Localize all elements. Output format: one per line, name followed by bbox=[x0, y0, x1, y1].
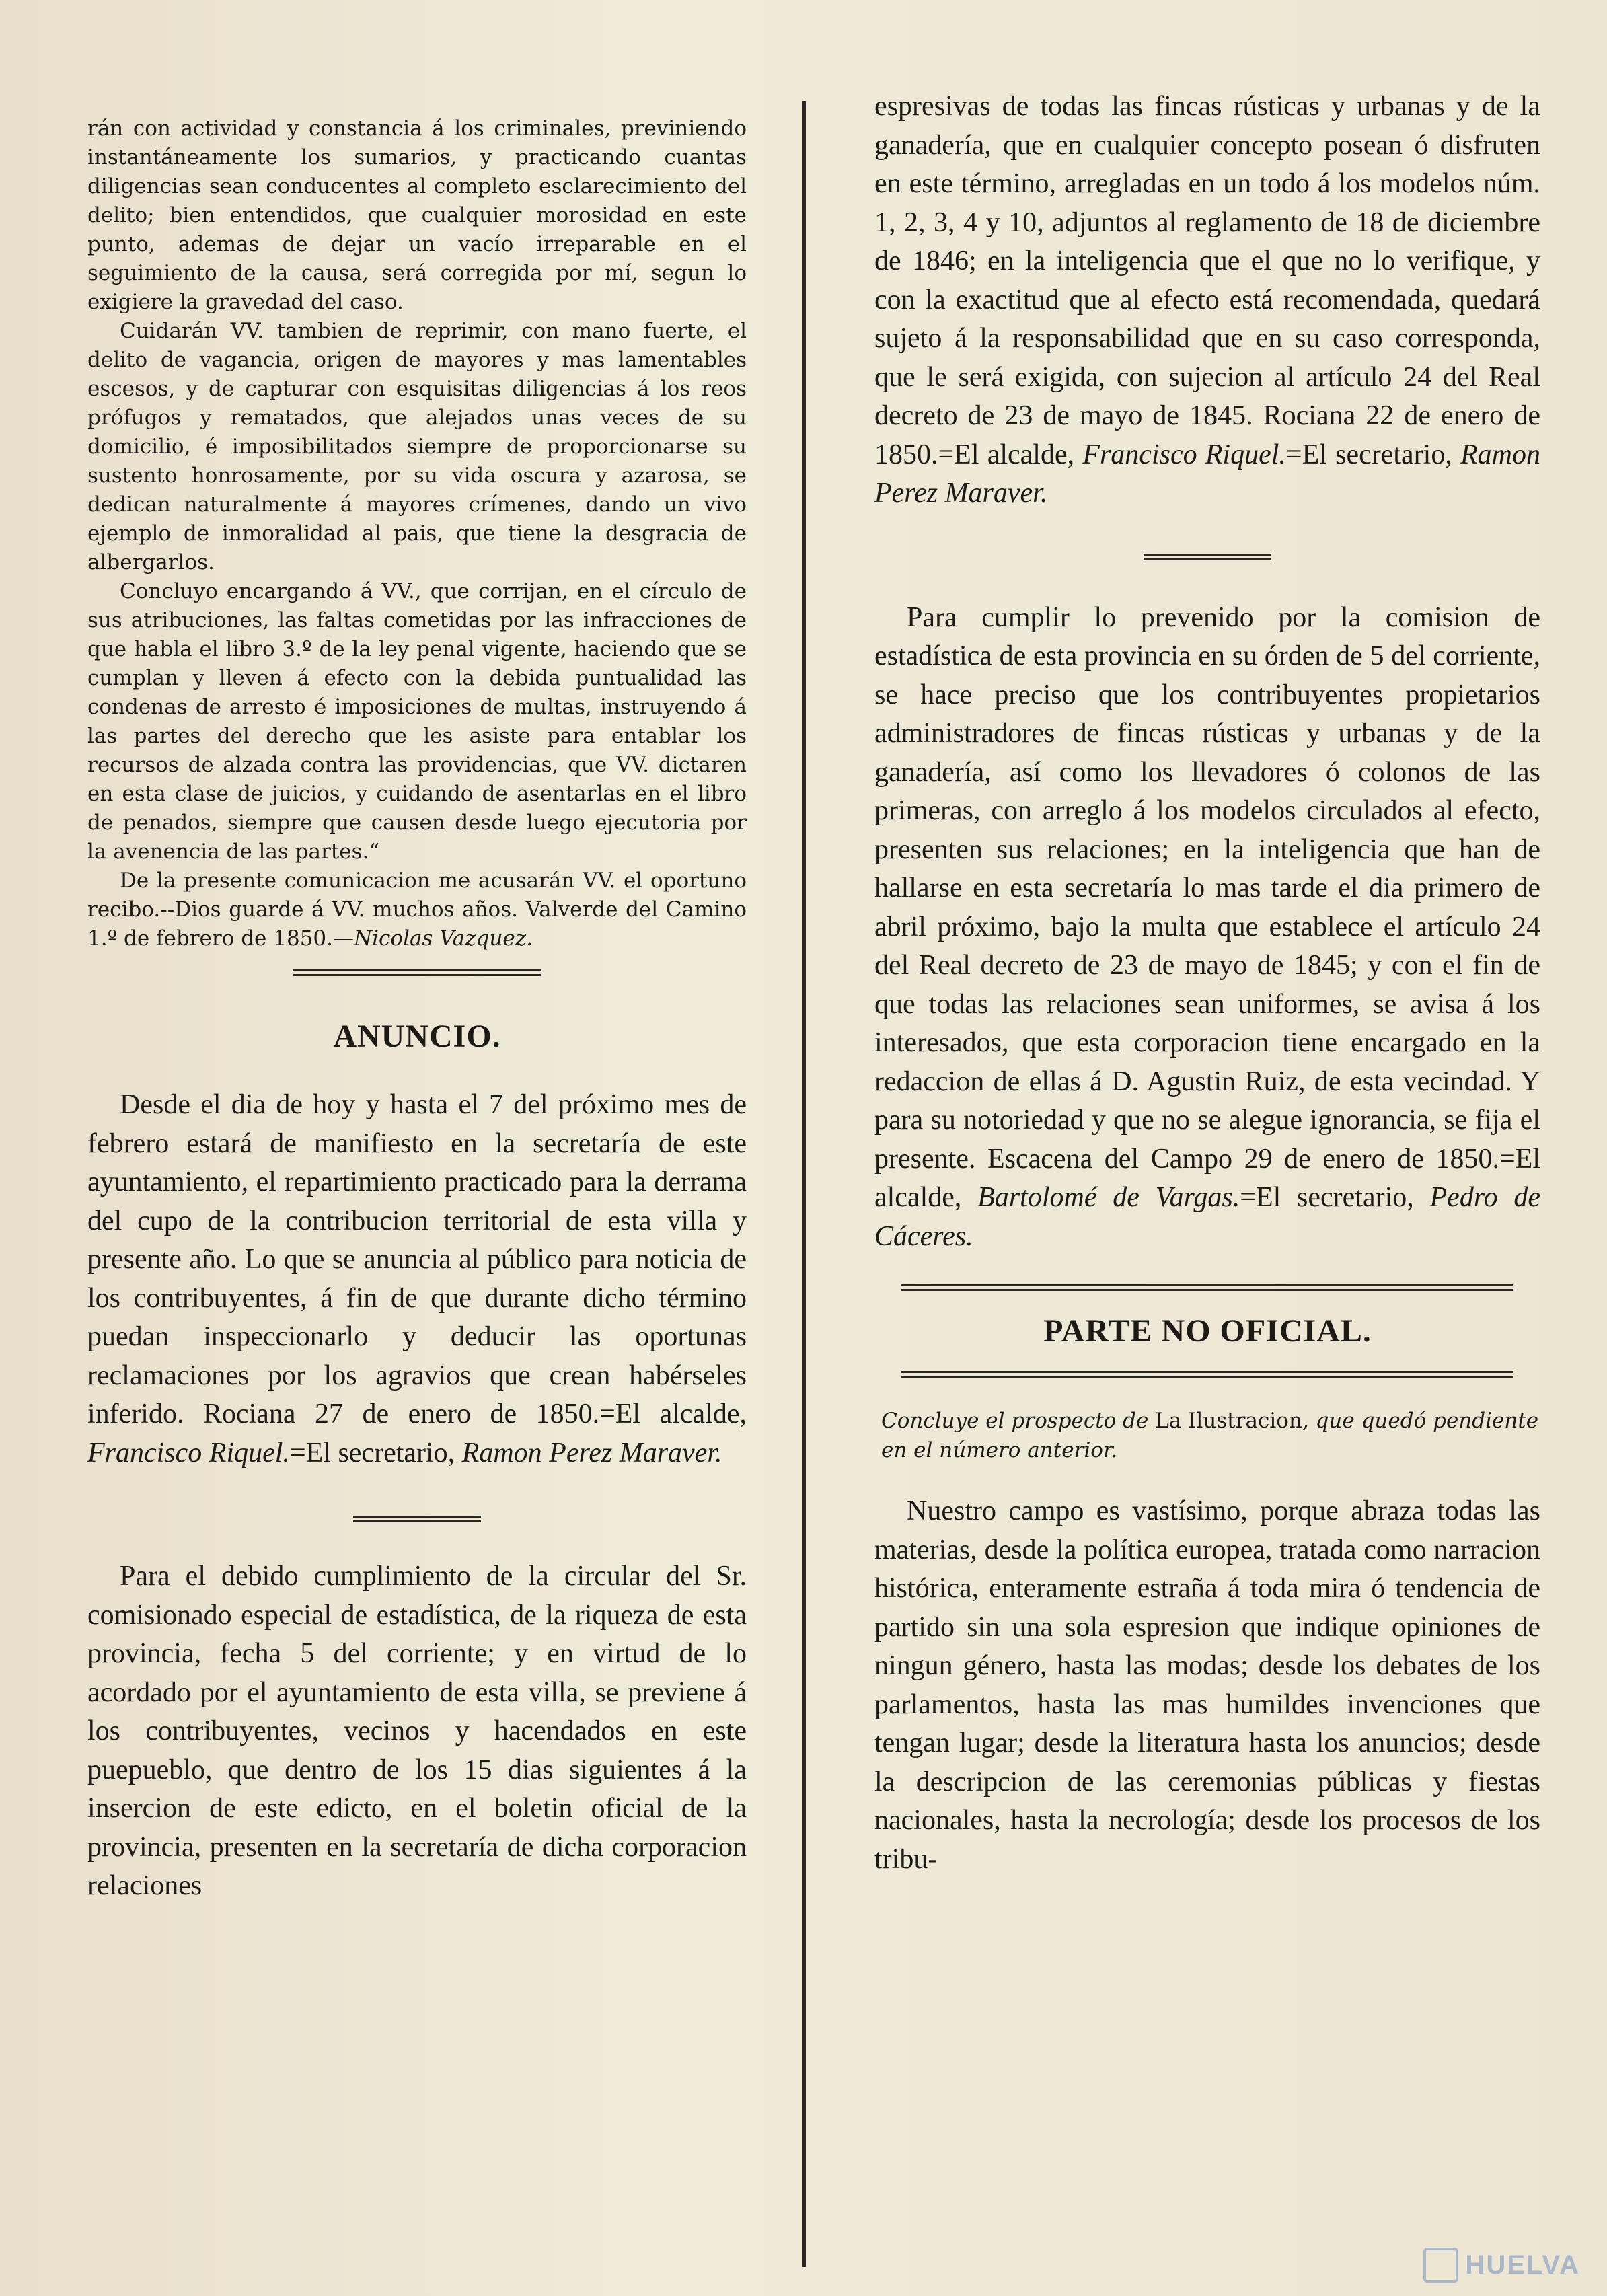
anuncio-secretario: =El secretario, bbox=[289, 1437, 455, 1469]
paragraph-circular: Para el debido cumplimiento de la circular del Sr. comisionado especial de estadística, de la riqueza de esta provincia, fecha 5 del corriente; y en virtud de lo acordado por el ayuntamiento de esta villa, se previene á los contribuyentes, vecinos y hacendados en este puepueblo, que dentro de los 15 dias siguientes á la insercion de este edicto, en el boletin oficial de la provincia, presenten en la secretaría de dicha corporacion relaciones bbox=[87, 1561, 747, 1901]
subhead-part-a: Concluye el prospecto de bbox=[881, 1409, 1149, 1433]
anuncio-text: Desde el dia de hoy y hasta el 7 del próximo mes de febrero estará de manifiesto en la secretaría de este ayuntamiento, el repartimiento practicado para la derrama del cupo de la contribucion territorial de esta villa y presente año. Lo que se anuncia al público para noticia de los contribuyentes, á fin de que durante dicho término puedan inspeccionarlo y deducir las oportunas reclamaciones por los agravios que crean habérseles inferido. Rociana 27 de enero de 1850.=El alcalde, bbox=[87, 1089, 747, 1430]
signature-maraver: Ramon Perez Maraver. bbox=[461, 1437, 722, 1469]
paragraph-criminales: rán con actividad y constancia á los criminales, previniendo instantáneamente los sumarios, y practicando cuantas diligencias sean conducentes al completo esclarecimiento del delito; bien entendidos, que cualquier morosidad en este punto, ademas de dejar un vacío irreparable en el seguimiento de la causa, será corregida por mí, segun lo exigiere la gravedad del caso. bbox=[87, 116, 747, 314]
archive-logo-icon bbox=[1423, 2248, 1458, 2283]
subhead-title: La Ilustracion bbox=[1155, 1409, 1302, 1433]
heading-parte-no-oficial: PARTE NO OFICIAL. bbox=[1043, 1313, 1372, 1349]
signature-caceres: Pedro de Cáceres. bbox=[874, 1182, 1541, 1252]
signature-riquel: Francisco Riquel. bbox=[87, 1437, 290, 1469]
archive-logo bbox=[1423, 2248, 1580, 2283]
paragraph-escacena bbox=[874, 599, 1540, 1257]
signature-riquel-2: Francisco Riquel. bbox=[1082, 439, 1286, 470]
relaciones-secretario: =El secretario, bbox=[1285, 439, 1452, 470]
separator-short-right bbox=[1144, 552, 1271, 562]
paragraph-comunicacion bbox=[87, 866, 747, 953]
separator-wide-2 bbox=[901, 1370, 1513, 1379]
escacena-secretario: =El secretario, bbox=[1240, 1182, 1414, 1213]
separator-wide bbox=[901, 1283, 1513, 1292]
escacena-text: Para cumplir lo prevenido por la comision de estadística de esta provincia en su órden de 5 del corriente, se hace preciso que los contribuyentes propietarios administradores de fincas rústicas y urbanas y de la ganadería, así como los llevadores ó colonos de las primeras, con arreglo á los modelos circulados al efecto, presenten sus relaciones; en la inteligencia que han de hallarse en esta secretaría lo mas tarde el dia primero de abril próximo, bajo la multa que establece el artículo 24 del Real decreto de 23 de mayo de 1845; y con el fin de que todas las relaciones sean uniformes, se avisa á los interesados, que esta corporacion tiene encargado en la redaccion de ellas á D. Agustin Ruiz, de esta vecindad. Y para su notoriedad y que no se alegue ignorancia, se fija el presente. Escacena del Campo 29 de enero de 1850.=El alcalde, bbox=[874, 601, 1540, 1213]
column-divider bbox=[802, 101, 806, 2267]
paragraph-vagancia: Cuidarán VV. tambien de reprimir, con mano fuerte, el delito de vagancia, origen de mayores y mas lamentables escesos, y de capturar con esquisitas diligencias á los reos prófugos y rematados, que alejados unas veces de su domicilio, é imposibilitados siempre de proporcionarse su sustento honrosamente, por su vida oscura y azarosa, se dedican naturalmente á mayores crímenes, dando un vivo ejemplo de inmoralidad al pais, que tiene la desgracia de albergarlos. bbox=[87, 319, 747, 575]
separator-short bbox=[353, 1514, 481, 1524]
signature-maraver-2: Ramon Perez Maraver. bbox=[874, 439, 1541, 509]
heading-anuncio: ANUNCIO. bbox=[333, 1019, 501, 1054]
separator-double bbox=[293, 968, 541, 977]
left-column bbox=[87, 114, 747, 1906]
comunicacion-text: De la presente comunicacion me acusarán VV. el oportuno recibo.--Dios guarde á VV. muchos años. Valverde del Camino 1.º de febrero de 1850.— bbox=[87, 868, 747, 951]
subhead-part-c: , que quedó pendiente en el número anterior. bbox=[881, 1409, 1539, 1462]
relaciones-text: espresivas de todas las fincas rústicas y urbanas y de la ganadería, que en cualquier concepto posean ó disfruten en este término, arregladas en un todo á los modelos núm. 1, 2, 3, 4 y 10, adjuntos al reglamento de 18 de diciembre de 1846; en la inteligencia que el que no lo verifique, y con la exactitud que al efecto está recomendada, quedará sujeto á la responsabilidad que en su caso corresponda, que le será exigida, con sujecion al artículo 24 del Real decreto de 23 de mayo de 1845. Rociana 22 de enero de 1850.=El alcalde, bbox=[874, 91, 1540, 470]
paragraph-anuncio bbox=[87, 1086, 747, 1473]
subheading-prospecto bbox=[874, 1406, 1540, 1465]
paragraph-concluyo: Concluyo encargando á VV., que corrijan, en el círculo de sus atribuciones, las faltas cometidas por las infracciones de que habla el libro 3.º de la ley penal vigente, haciendo que se cumplan y lleven á efecto con la debida puntualidad las condenas de arresto é imposiciones de multas, instruyendo á las partes del derecho que les asiste para entablar los recursos de alzada contra las providencias, que VV. dictaren en esta clase de juicios, y cuidando de asentarlas en el libro de penados, siempre que causen desde luego ejecutoria por la avenencia de las partes.“ bbox=[87, 579, 747, 864]
paragraph-relaciones bbox=[874, 87, 1540, 513]
paragraph-nuestro-campo: Nuestro campo es vastísimo, porque abraza todas las materias, desde la política europea, tratada como narracion histórica, enteramente estraña á toda mira ó tendencia de partido sin una sola espresion que indique opiniones de ningun género, hasta las modas; desde los debates de los parlamentos, hasta las mas humildes invenciones que tengan lugar; desde la literatura hasta los anuncios; desde la descripcion de las ceremonias públicas y fiestas nacionales, hasta la necrología; desde los procesos de los tribu- bbox=[874, 1495, 1540, 1875]
signature-vargas: Bartolomé de Vargas. bbox=[977, 1182, 1240, 1213]
archive-logo-text: HUELVA bbox=[1465, 2250, 1580, 2280]
right-column bbox=[874, 87, 1540, 1879]
signature-vazquez: Nicolas Vazquez. bbox=[354, 926, 533, 951]
